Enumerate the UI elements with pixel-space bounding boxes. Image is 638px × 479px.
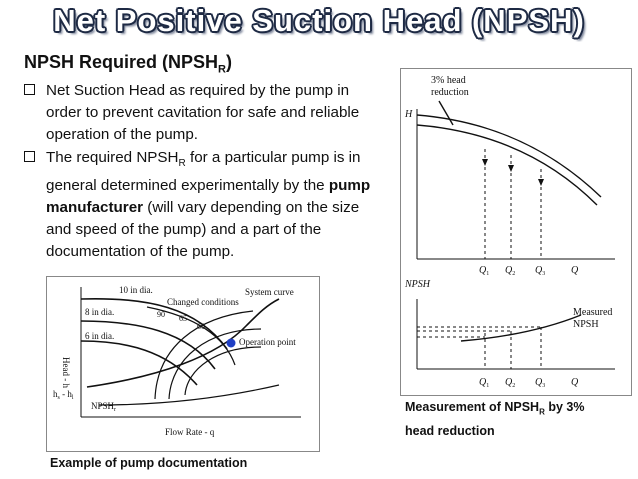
bullet-text: (will vary depending on the size and speed of the pump) and a part of the documentation of the pump. — [46, 199, 360, 261]
label-head-red: 3% head — [431, 75, 466, 86]
checkbox-bullet-icon — [24, 151, 35, 162]
subheading-sub: R — [218, 63, 226, 76]
right-figure-caption — [405, 398, 630, 440]
label-xaxis: Flow Rate - q — [165, 427, 215, 437]
label-eff60: 60 — [197, 322, 205, 331]
eff-60-line — [185, 347, 261, 395]
bullet-bold-text: pump manufacturer — [46, 177, 371, 217]
label-dia10: 10 in dia. — [119, 285, 153, 295]
label-head-red2: reduction — [431, 87, 469, 98]
bullet-item — [24, 147, 386, 263]
bullet-text: The required NPSH — [46, 149, 179, 166]
label-eff90: 90 — [157, 310, 165, 319]
label-operation: Operation point — [239, 337, 296, 347]
bullet-text: Net Suction Head as required by the pump in order to prevent cavitation for safe and reliable operation of the pump. — [46, 82, 360, 143]
bullet-list — [24, 80, 386, 264]
tick-q3-upper: $Q_3$ — [535, 265, 546, 277]
checkbox-bullet-icon — [24, 84, 35, 95]
caption-sub: R — [539, 407, 545, 417]
tick-q1-lower: $Q_1$ — [479, 377, 490, 389]
curve-6in — [81, 341, 197, 385]
subheading-text: NPSH Required (NPSH — [24, 52, 219, 72]
label-dia8: 8 in dia. — [85, 307, 115, 317]
subheading-tail: ) — [225, 52, 232, 72]
curve-8in — [81, 321, 215, 369]
bullet-text: for a particular pump is in general determined experimentally by the — [46, 149, 361, 195]
npsh-measurement-figure — [400, 68, 632, 396]
label-npsh: NPSH — [405, 279, 430, 290]
tick-q3-lower: $Q_3$ — [535, 377, 546, 389]
pump-curve-diagram — [47, 277, 319, 451]
label-changed: Changed conditions — [167, 297, 239, 307]
label-measured2: NPSH — [573, 319, 599, 330]
operation-point-marker — [227, 339, 236, 348]
label-npshr: $NPSH_r$ — [91, 401, 117, 413]
tick-q-upper: Q — [571, 265, 579, 276]
arrow-q1 — [482, 159, 488, 166]
arrow-q3 — [538, 179, 544, 186]
label-yaxis: Head - h — [61, 357, 71, 388]
label-system: System curve — [245, 287, 294, 297]
label-H: H — [405, 109, 413, 120]
caption-line2: head reduction — [405, 423, 495, 438]
label-eff65: 65 — [179, 314, 187, 323]
label-dia6: 6 in dia. — [85, 331, 115, 341]
tick-q2-upper: $Q_2$ — [505, 265, 516, 277]
reduction-arrow-line — [439, 101, 453, 125]
head-curve-lower — [417, 125, 597, 205]
caption-post: by 3% — [544, 400, 585, 414]
bullet-subscript: R — [178, 158, 186, 170]
arrow-q2 — [508, 165, 514, 172]
caption-pre: Measurement of NPSH — [405, 400, 540, 414]
npsh-curve — [99, 385, 279, 405]
bullet-item — [24, 80, 386, 146]
subheading — [24, 52, 232, 76]
label-hs-hl: $h_s - h_l$ — [53, 389, 74, 401]
left-figure-caption: Example of pump documentation — [50, 456, 248, 470]
tick-q1-upper: $Q_1$ — [479, 265, 490, 277]
pump-documentation-figure — [46, 276, 320, 452]
title-banner — [0, 0, 638, 42]
slide-title: Net Positive Suction Head (NPSH) — [53, 3, 585, 38]
tick-q-lower: Q — [571, 377, 579, 388]
tick-q2-lower: $Q_2$ — [505, 377, 516, 389]
npsh-measurement-diagram — [401, 69, 631, 395]
label-measured: Measured — [573, 307, 613, 318]
